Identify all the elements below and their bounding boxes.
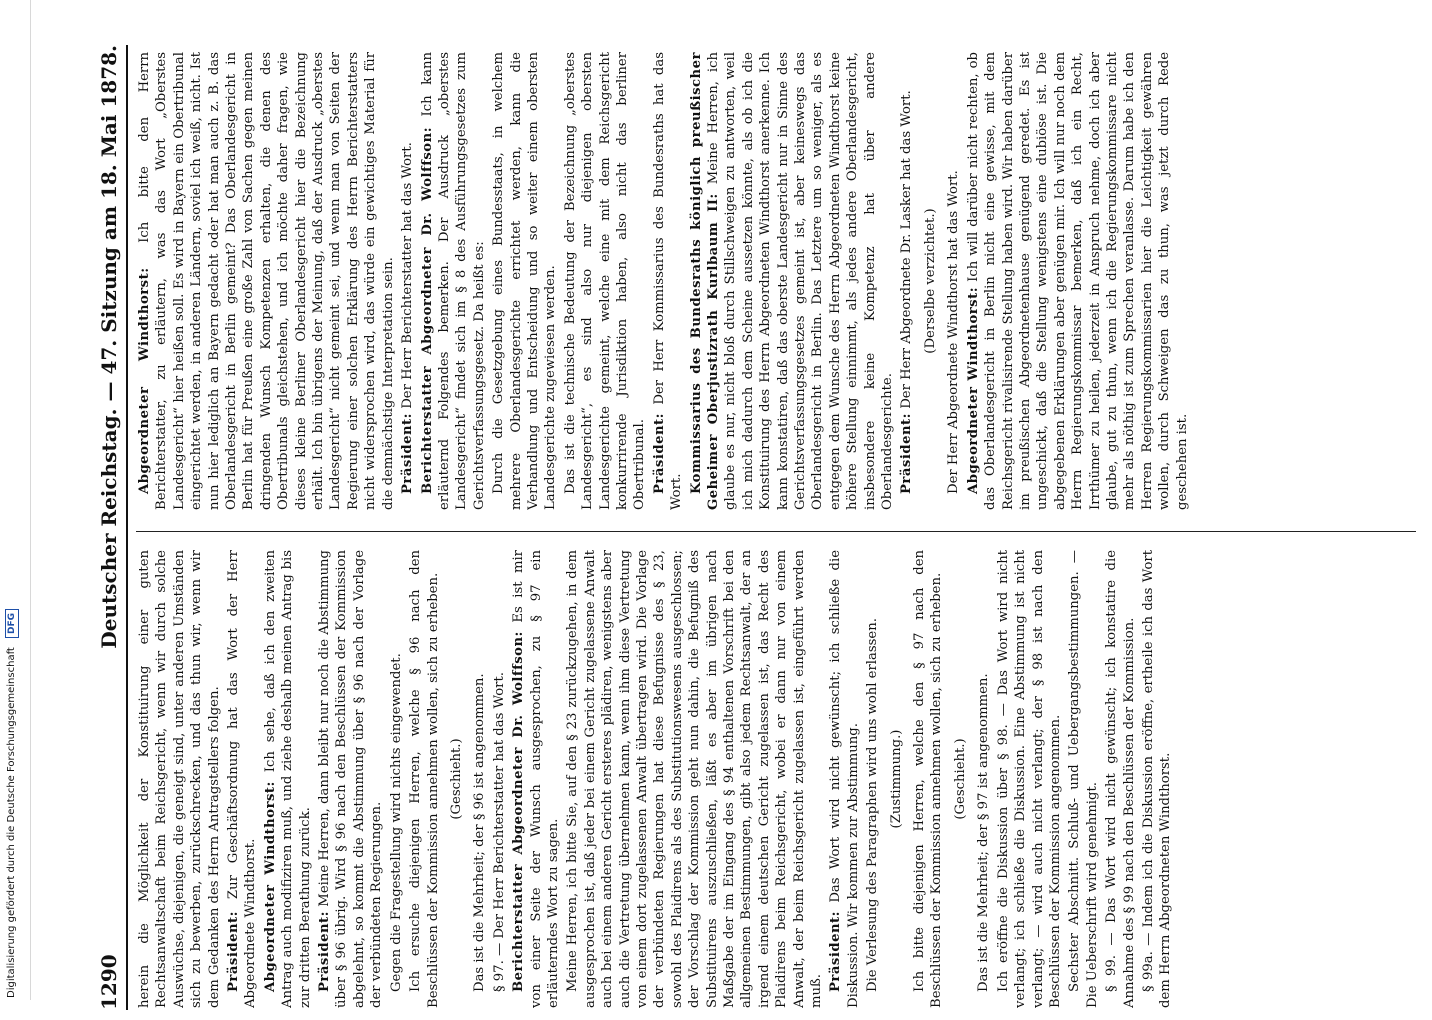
- paragraph: [562, 52, 649, 510]
- paragraph-text: Gegen die Fragestellung wird nichts eingewendet.: [388, 653, 404, 992]
- paragraph-text: Zur Geschäftsordnung hat das Wort der Herr Abgeordnete Windthorst.: [226, 550, 259, 1008]
- digitization-credit: [3, 608, 21, 998]
- paragraph: [419, 52, 489, 510]
- paragraph-text: Das ist die technische Bedeutung der Bezeichnung „oberstes Landesgericht“, es sind also nur diejenigen obersten Landesgerichte gemeint, welche eine mit dem Reichsgericht konkurrirende Jurisdiktion haben, also nicht das berliner Obertribunal.: [562, 52, 648, 510]
- paragraph: [136, 52, 397, 510]
- paragraph-text: § 99a. — Indem ich die Diskussion eröffne, ertheile ich das Wort dem Herrn Abgeordneten Windthorst.: [1140, 550, 1174, 1008]
- column-divider: [136, 531, 1416, 532]
- paragraph-text: Ich eröffne die Diskussion über § 98. — Das Wort wird nicht verlangt; ich schließe die Diskussion. Eine Abstimmung ist nicht verlangt; — wird auch nicht verlangt; der § 98 ist nach den Beschlüssen der Kommission angenommen.: [995, 550, 1063, 1008]
- paragraph-text: Es ist mir von einer Seite der Wunsch ausgesprochen, zu § 97 ein erläuterndes Wort zu sagen.: [511, 550, 561, 1008]
- paragraph-text: Durch die Gesetzgebung eines Bundesstaats, in welchem mehrere Oberlandesgerichte errichtet werden, kann die Verhandlung und Entscheidung und so weiter einem obersten Landesgerichte zugewiesen werden.: [491, 52, 559, 510]
- rotated-document-page: [92, 10, 1432, 1010]
- paragraph-text: herein die Möglichkeit der Konstituirung einer guten Rechtsanwaltschaft beim Reichsgericht, wenn wir durch solche Auswüchse, diejenigen, die geneigt sind, unter anderen Umständen sich zu bewerben, zurückschrecken, und das thun wir, wenn wir dem Gedanken des Herrn Antragstellers folgen.: [137, 550, 222, 1008]
- left-text-column: [136, 550, 1421, 1008]
- paragraph: [399, 52, 416, 510]
- paragraph-text: Ich bitte den Herrn Berichterstatter, zu erläutern, was das Wort „Oberstes Landesgericht“ hier heißen soll. Es wird in Bayern ein Obertribunal eingerichtet werden, in anderen Ländern, soviel ich weiß, nicht. Ist nun hier lediglich an Bayern gedacht oder hat man auch z. B. das Oberlandesgericht in Berlin gemeint? Das Oberlandesgericht in Berlin hat für Preußen eine große Zahl von Sachen gegen meinen dringenden Wunsch Kompetenzen erhalten, die denen des Obertribunals gleichstehen, und ich möchte daher fragen, wie dieses kleine Berliner Oberlandesgericht hier die Bezeichnung erhält. Ich bin übrigens der Meinung, daß der Ausdruck „oberstes Landesgericht“ nicht gemeint sei, und wenn man von Seiten der Regierung einer solchen Erklärung des Herrn Berichterstatters nicht widersprochen wird, das würde ein gewichtiges Material für die demnächstige Interpretation sein.: [137, 52, 396, 510]
- paragraph-text: Der Herr Kommissarius des Bundesraths hat das Wort.: [651, 52, 685, 510]
- speaker-name: Berichterstatter Abgeordneter Dr. Wolffson:: [419, 126, 435, 494]
- stage-direction: [952, 550, 969, 1008]
- paragraph: [491, 550, 508, 1008]
- paragraph: [471, 550, 488, 1008]
- paragraph-text: (Zustimmung.): [888, 729, 904, 829]
- paragraph: [898, 52, 915, 510]
- speaker-name: Präsident:: [226, 910, 242, 992]
- stage-direction: [922, 52, 939, 510]
- speaker-name: Berichterstatter Abgeordneter Dr. Wolffson:: [511, 631, 527, 992]
- paragraph-text: § 97. — Der Herr Berichterstatter hat das Wort.: [491, 672, 507, 992]
- right-text-column: [136, 52, 1421, 510]
- paragraph: [490, 52, 560, 510]
- paragraph-text: Das ist die Mehrheit; der § 97 ist angenommen.: [976, 673, 992, 992]
- paragraph-text: § 99. — Das Wort wird nicht gewünscht; ich konstatire die Annahme des § 99 nach den Beschlüssen der Kommission.: [1104, 550, 1137, 1008]
- paragraph: [1140, 550, 1175, 1008]
- paragraph: [262, 550, 314, 1008]
- left-margin-strip: [0, 0, 31, 1000]
- paragraph-text: Ich bitte diejenigen Herren, welche den § 97 nach den Beschlüssen der Kommission annehmen wollen, sich zu erheben.: [912, 550, 945, 1008]
- paragraph-text: Die Verlesung des Paragraphen wird uns wohl erlassen.: [865, 618, 881, 992]
- paragraph: [136, 550, 223, 1008]
- paragraph-text: Meine Herren, dann bleibt nur noch die Abstimmung über § 96 übrig. Wird § 96 nach den Beschlüssen der Kommission abgelehnt, so kommt die Abstimmung über § 96 nach der Vorlage der verbündeten Regierungen.: [317, 550, 385, 1008]
- paragraph-text: Ich ersuche diejenigen Herren, welche § 96 nach den Beschlüssen der Kommission annehmen wollen, sich zu erheben.: [408, 550, 441, 1008]
- paragraph-text: Das Wort wird nicht gewünscht; ich schließe die Diskussion. Wir kommen zur Abstimmung.: [828, 550, 861, 1008]
- paragraph-text: Der Herr Berichterstatter hat das Wort.: [400, 142, 416, 409]
- credit-text: Digitalisierung gefördert durch die Deutsche Forschungsgemeinschaft: [6, 647, 17, 998]
- stage-direction: [888, 550, 905, 1008]
- paragraph: [651, 52, 686, 510]
- paragraph-text: Der Herr Abgeordnete Windthorst hat das Wort.: [946, 170, 962, 494]
- paragraph: [827, 550, 862, 1008]
- page-header: [92, 45, 128, 1010]
- paragraph: [965, 52, 1191, 510]
- paragraph: [388, 550, 405, 1008]
- paragraph-text: Ich kann erläuternd Folgendes bemerken. Der Ausdruck „oberstes Landesgericht“ findet sich im § 8 des Ausführungsgesetzes zum Gerichtsverfassungsgesetz. Da heißt es:: [419, 52, 487, 510]
- paragraph: [911, 550, 946, 1008]
- speaker-name: Präsident:: [899, 412, 915, 494]
- paragraph-text: Meine Herren, ich bitte Sie, auf den § 23 zurückzugehen, in dem ausgesprochen ist, daß jeder bei einem Gericht zugelassene Anwalt auch bei einem anderen Gericht ersteres plädiren, wenigstens aber auch die Vertretung übernehmen kann, wenn ihm diese Vertretung von einem dort zugelassenen Anwalt übertragen wird. Die Vorlage der verbündeten Regierungen hat diese Befugnisse des § 23, sowohl des Plaidirens als des Substitutionswesens ausgeschlossen; der Vorschlag der Kommission geht nun dahin, die Befugniß des Substituirens auszuschließen, läßt es aber im übrigen nach Maßgabe der im Eingang des § 94 enthaltenen Vorschrift bei den allgemeinen Bestimmungen, gibt also jedem Rechtsanwalt, der an irgend einem deutschen Gericht zugelassen ist, das Recht des Plaidirens beim Reichsgericht, wobei er dann nur von einem Anwalt, der beim Reichsgericht zugelassen ist, eingeführt werden muß.: [565, 550, 825, 1008]
- paragraph-text: Meine Herren, ich glaube es nur, nicht bloß durch Stillschweigen zu antworten, weil ich mich dadurch dem Scheine aussetzen könnte, als ob ich die Konstituirung des Herrn Abgeordneten Windthorst anerkenne. Ich kann konstatiren, daß das oberste Landesgericht nur in Sinne des Gerichtsverfassungsgesetzes gemeint ist, aber keineswegs das Oberlandesgericht in Berlin. Das Letztere um so weniger, als es entgegen dem Wunsche des Herrn Abgeordneten Windthorst keine höhere Stellung einnimmt, als jedes andere Oberlandesgericht, insbesondere keine Kompetenz hat über andere Oberlandesgerichte.: [706, 52, 896, 510]
- paragraph: [564, 550, 825, 1008]
- paragraph-text: Sechster Abschnitt. Schluß- und Uebergangsbestimmungen. — Die Ueberschrift wird genehmigt.: [1067, 550, 1100, 1008]
- speaker-name: Abgeordneter Windthorst:: [137, 267, 152, 494]
- paragraph-text: (Derselbe verzichtet.): [922, 208, 938, 354]
- speaker-name: Kommissarius des Bundesraths königlich preußischer Geheimer Oberjustizrath Kurlbaum II:: [688, 52, 721, 510]
- paragraph: [1066, 550, 1101, 1008]
- paragraph-text: Das ist die Mehrheit; der § 96 ist angenommen.: [472, 673, 488, 992]
- paragraph-text: Der Herr Abgeordnete Dr. Lasker hat das Wort.: [899, 90, 915, 409]
- paragraph: [995, 550, 1065, 1008]
- speaker-name: Präsident:: [400, 412, 416, 494]
- paragraph: [945, 52, 962, 510]
- dfg-logo: DFG: [5, 609, 19, 638]
- speaker-name: Präsident:: [828, 910, 844, 992]
- paragraph: [1103, 550, 1138, 1008]
- paragraph: [225, 550, 260, 1008]
- stage-direction: [448, 550, 465, 1008]
- paragraph: [316, 550, 386, 1008]
- page-canvas: [92, 25, 1432, 1020]
- paragraph: [975, 550, 992, 1008]
- page-number: 1290: [97, 954, 121, 1010]
- journal-title: Deutscher Reichstag. — 47. Sitzung am 18. Mai 1878.: [97, 45, 121, 649]
- speaker-name: Abgeordneter Windthorst:: [965, 286, 981, 494]
- paragraph: [688, 52, 897, 510]
- paragraph-text: Ich sehe, daß ich den zweiten Antrag auch modifiziren muß, und ziehe deshalb meinen Antrag bis zur dritten Berathung zurück.: [262, 550, 313, 1008]
- paragraph-text: (Geschieht.): [952, 738, 968, 820]
- paragraph-text: Ich will darüber nicht rechten, ob das Oberlandesgericht in Berlin nicht eine gewisse, mit dem Reichsgericht rivalisirende Stellung haben wird. Wir haben darüber im preußischen Abgeordnetenhause genügend geredet. Es ist ungeschickt, daß die Stellung wenigstens eine dubiöse ist. Die abgegebenen Erklärungen aber genügen mir. Ich will nur noch dem Herrn Regierungskommissar bemerken, daß ich ein Recht, Irrthümer zu heilen, jederzeit in Anspruch nehme, doch ich aber glaube, gut zu thun, wenn ich die Regierungskommissare nicht mehr als nöthig ist zum Sprechen veranlasse. Darum habe ich den Herren Regierungskommissarien hier die Leichtigkeit gewähren wollen, durch Schweigen das zu thun, was jetzt durch Rede geschehen ist.: [965, 52, 1190, 510]
- paragraph: [864, 550, 881, 1008]
- speaker-name: Präsident:: [651, 412, 667, 494]
- paragraph: [510, 550, 562, 1008]
- speaker-name: Abgeordneter Windthorst:: [262, 781, 278, 992]
- paragraph: [407, 550, 442, 1008]
- speaker-name: Präsident:: [317, 910, 333, 992]
- paragraph-text: (Geschieht.): [448, 738, 464, 820]
